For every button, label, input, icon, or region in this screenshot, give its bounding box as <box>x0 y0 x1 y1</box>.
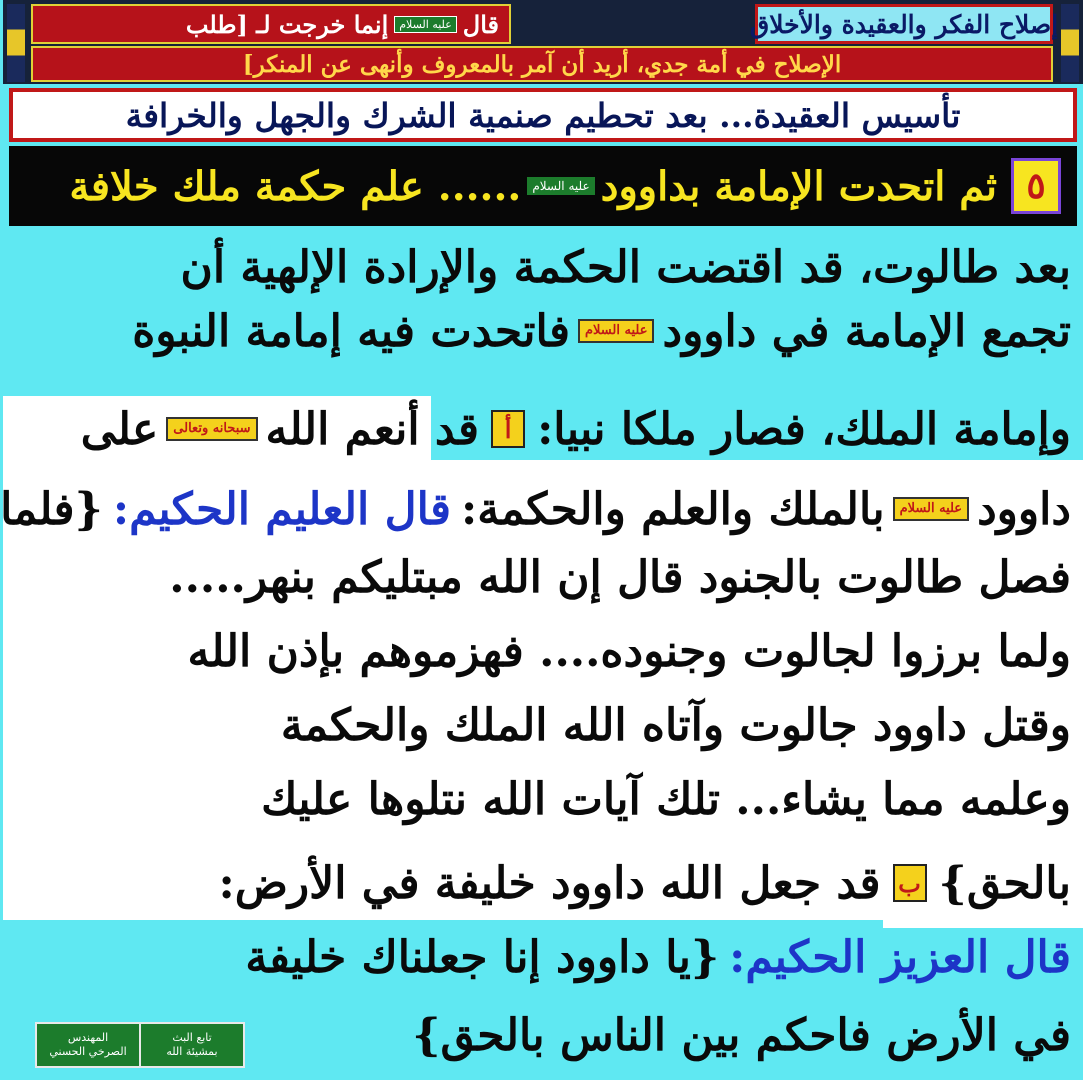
footer-left-line-2: بمشيئة الله <box>166 1045 218 1058</box>
footer-cell-right <box>37 1024 141 1066</box>
honor-badge: عليه السلام <box>394 16 457 33</box>
body-line-3b-after: على <box>80 403 159 455</box>
marker-b: ب <box>893 864 927 902</box>
body-line-6 <box>15 620 1071 682</box>
quote-intro: قال العليم الحكيم: <box>112 483 452 535</box>
footer-right-line-1: المهندس <box>67 1030 109 1044</box>
hadith-text: إنما خرجت لـ [طلب <box>185 9 389 39</box>
hadith-prefix: قال <box>462 9 499 39</box>
body-line-11 <box>271 1004 1071 1066</box>
footer-signature <box>35 1022 245 1068</box>
body-line-8 <box>15 768 1071 830</box>
body-line-8-text: وعلمه مما يشاء... تلك آيات الله نتلوها عليك <box>261 773 1071 825</box>
body-line-1-text: بعد طالوت، قد اقتضت الحكمة والإرادة الإلهية أن <box>180 241 1071 293</box>
honor-badge: سبحانه وتعالى <box>166 417 257 441</box>
body-line-3-text: وإمامة الملك، فصار ملكا نبيا: <box>537 403 1071 455</box>
title-honor-badge: عليه السلام <box>527 177 594 195</box>
body-line-4-after: {فلما <box>0 483 103 535</box>
body-line-2-before: تجمع الإمامة في داوود <box>662 305 1071 357</box>
body-line-1 <box>15 236 1071 298</box>
marker-a: أ <box>491 410 525 448</box>
body-line-5 <box>15 546 1071 608</box>
body-line-5-text: فصل طالوت بالجنود قال إن الله مبتليكم بنهر..... <box>169 551 1071 603</box>
body-line-10-after: {يا داوود إنا جعلناك خليفة <box>245 931 720 983</box>
body-line-10 <box>15 926 1071 988</box>
slogan-text: إصلاح الفكر والعقيدة والأخلاق <box>749 9 1059 39</box>
flag-left-decoration <box>7 4 25 82</box>
body-line-4-before: داوود <box>977 483 1071 535</box>
footer-cell-left <box>141 1024 243 1066</box>
body-line-3b-before: قد أنعم الله <box>265 403 480 455</box>
body-line-9-right: بالحق} <box>938 857 1071 909</box>
body-line-2-after: فاتحدت فيه إمامة النبوة <box>132 305 570 357</box>
body-line-4-mid: بالملك والعلم والحكمة: <box>461 483 885 535</box>
body-line-3 <box>15 398 1071 460</box>
flag-right-decoration <box>1061 4 1079 82</box>
heading-box <box>9 88 1077 142</box>
footer-left-line-1: تابع البث <box>172 1030 212 1044</box>
body-line-9-left: قد جعل الله داوود خليفة في الأرض: <box>218 857 881 909</box>
honor-badge: عليه السلام <box>893 497 969 521</box>
title-text-after: ...... علم حكمة ملك خلافة <box>69 162 522 210</box>
body-line-7-text: وقتل داوود جالوت وآتاه الله الملك والحكمة <box>280 699 1071 751</box>
body-line-7 <box>15 694 1071 756</box>
title-bar <box>9 146 1077 226</box>
honor-badge: عليه السلام <box>578 319 654 343</box>
hadith-line-1 <box>31 4 511 44</box>
quote-intro: قال العزيز الحكيم: <box>729 931 1071 983</box>
hadith-line-2 <box>31 46 1053 82</box>
heading-text: تأسيس العقيدة... بعد تحطيم صنمية الشرك والجهل والخرافة <box>125 95 961 135</box>
title-text-before: ثم اتحدت الإمامة بداوود <box>600 162 997 210</box>
body-line-9 <box>15 852 1071 914</box>
body-line-11-text: في الأرض فاحكم بين الناس بالحق} <box>412 1009 1071 1061</box>
slogan-box <box>749 4 1059 44</box>
footer-right-line-2: الصرخي الحسني <box>49 1045 127 1058</box>
body-line-4 <box>0 478 1071 540</box>
title-number-badge: ٥ <box>1011 158 1061 214</box>
body-line-6-text: ولما برزوا لجالوت وجنوده.... فهزموهم بإذن الله <box>187 625 1071 677</box>
hadith-line-2-text: الإصلاح في أمة جدي، أريد أن آمر بالمعروف وأنهى عن المنكر] <box>242 50 842 78</box>
body-line-2 <box>15 300 1071 362</box>
